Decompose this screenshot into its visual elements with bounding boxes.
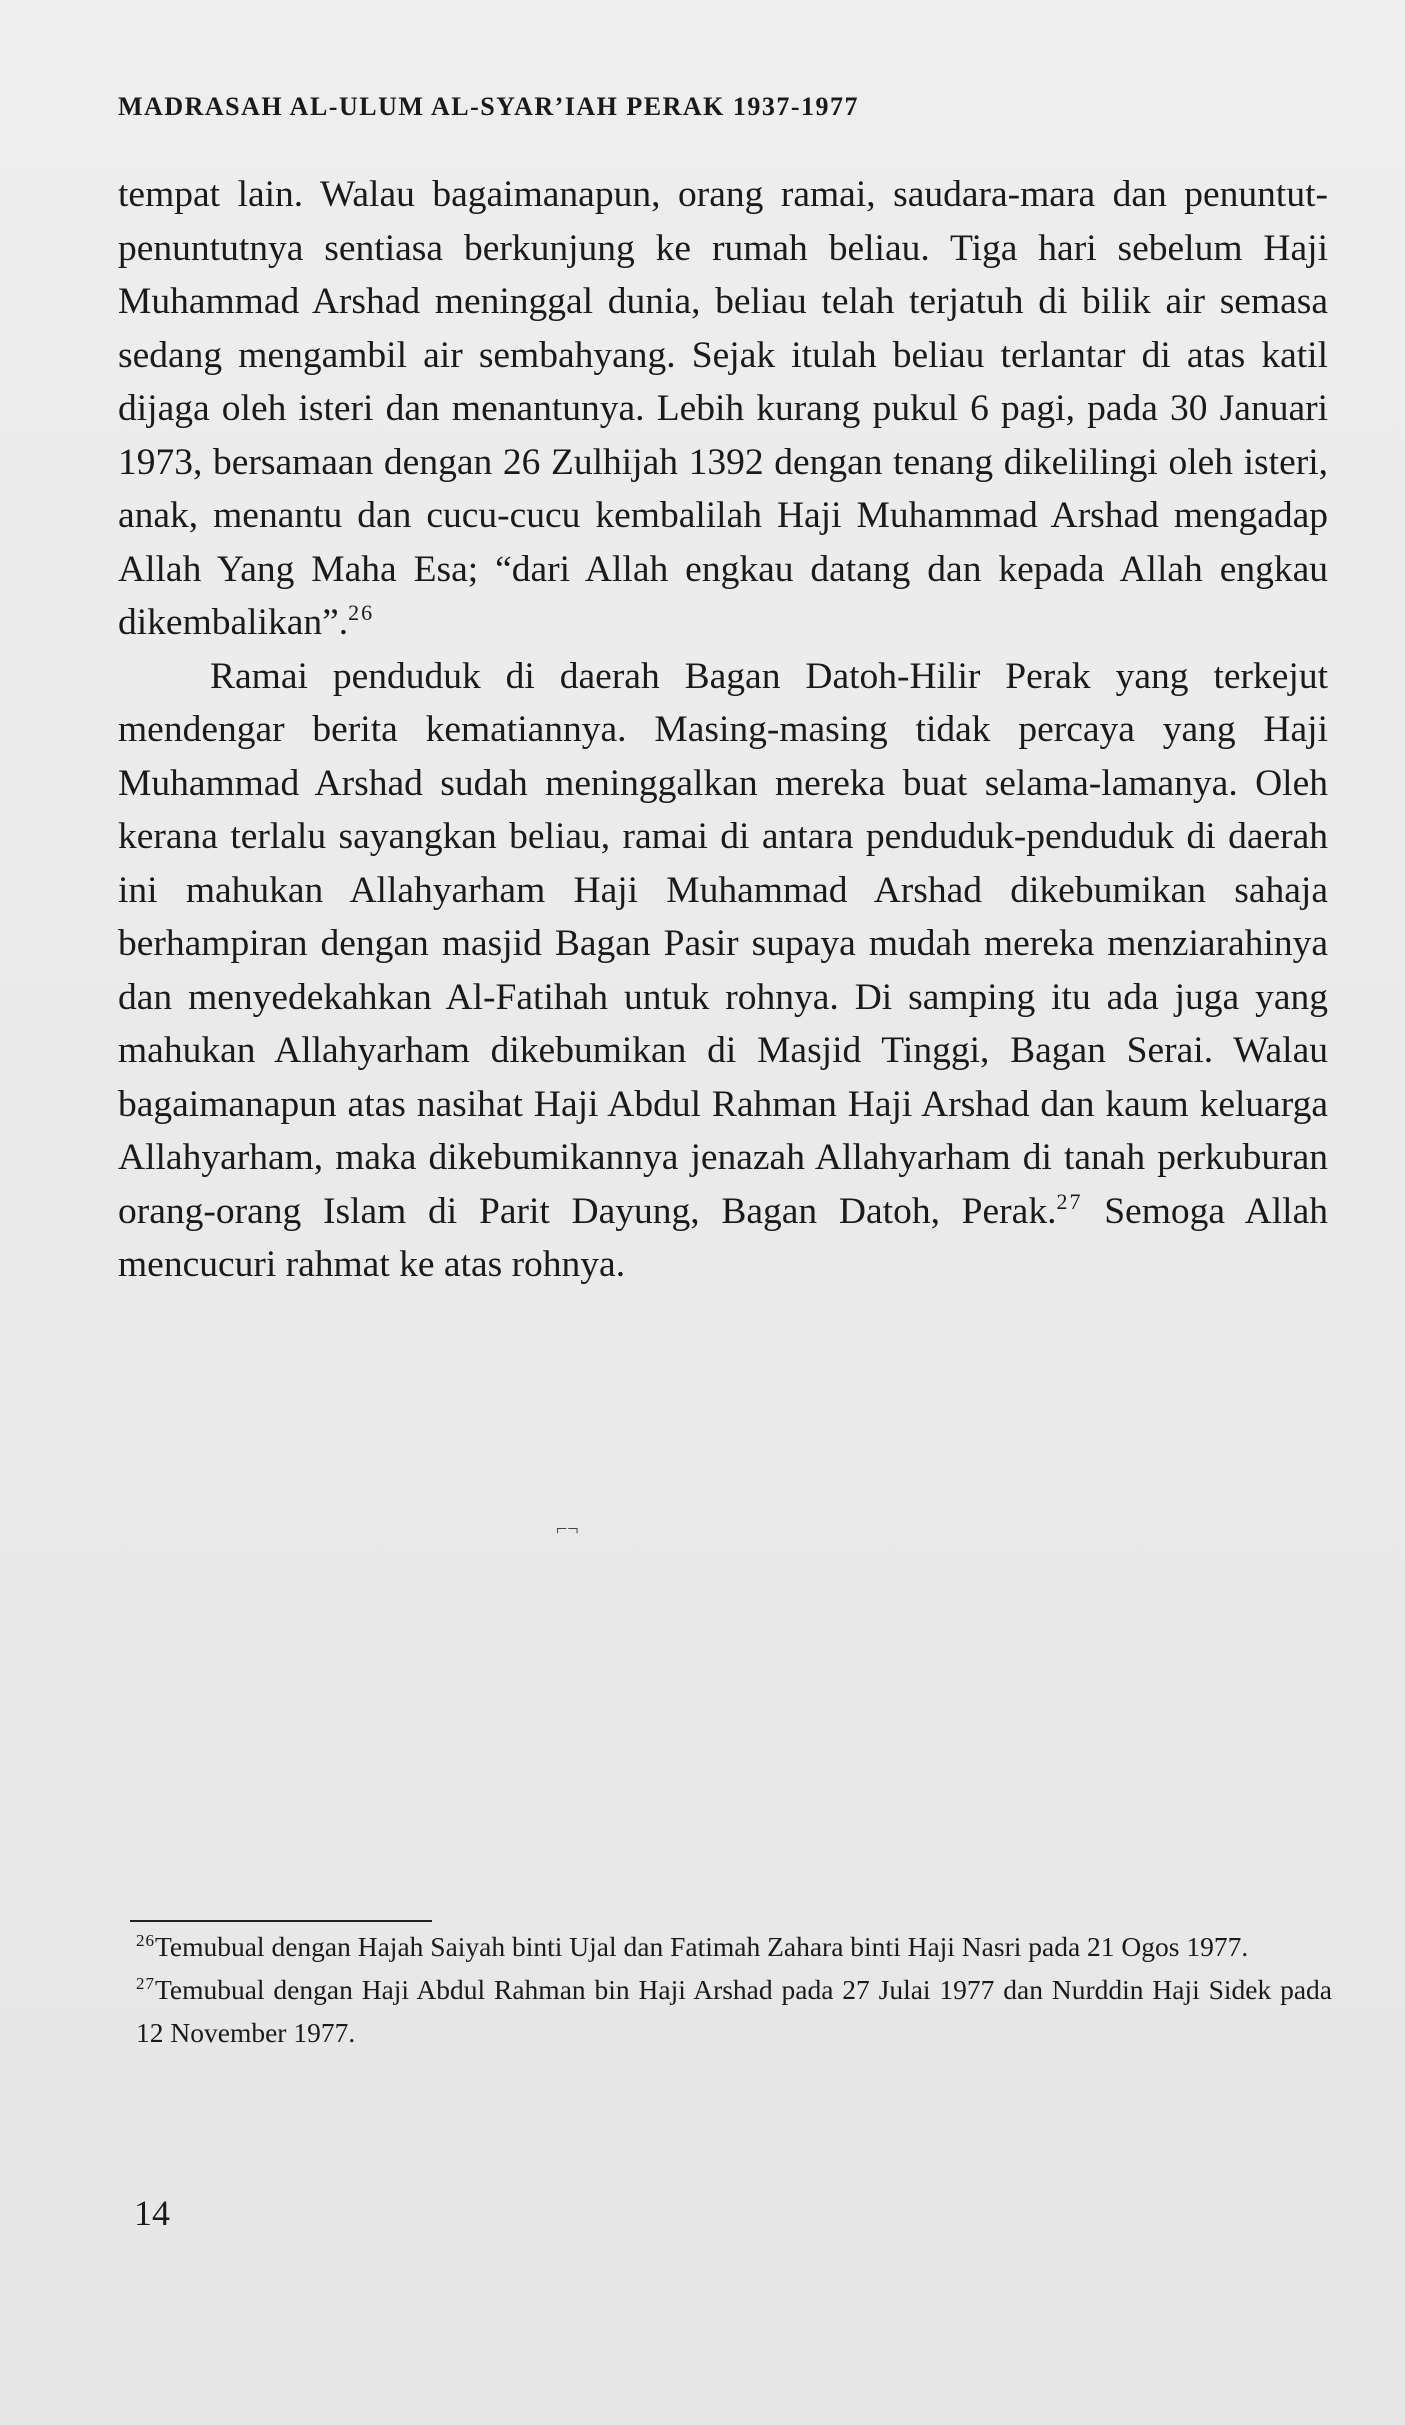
paragraph-2-text: Ramai penduduk di daerah Bagan Datoh-Hilir Perak yang terkejut mendengar berita kematiannya. Masing-masing tidak percaya yang Haji Muhammad Arshad sudah meninggalkan mereka buat selama-lamanya. Oleh kerana terlalu sayangkan beliau, ramai di antara penduduk-penduduk di daerah ini mahukan Allahyarham Haji Muhammad Arshad dikebumikan sahaja berhampiran dengan masjid Bagan Pasir supaya mudah mereka menziarahinya dan menyedekahkan Al-Fatihah untuk rohnya. Di samping itu ada juga yang mahukan Allahyarham dikebumikan di Masjid Tinggi, Bagan Serai. Walau bagaimanapun atas nasihat Haji Abdul Rahman Haji Arshad dan kaum keluarga Allahyarham, maka dikebumikannya jenazah Allahyarham di tanah perkuburan orang-orang Islam di Parit Dayung, Bagan Datoh, Perak. [118,655,1328,1232]
paragraph-1-text: tempat lain. Walau bagaimanapun, orang ramai, saudara-mara dan penuntut-penuntutnya sentiasa berkunjung ke rumah beliau. Tiga hari sebelum Haji Muhammad Arshad meninggal dunia, beliau telah terjatuh di bilik air semasa sedang mengambil air sembahyang. Sejak itulah beliau terlantar di atas katil dijaga oleh isteri dan menantunya. Lebih kurang pukul 6 pagi, pada 30 Januari 1973, bersamaan dengan 26 Zulhijah 1392 dengan tenang dikelilingi oleh isteri, anak, menantu dan cucu-cucu kembalilah Haji Muhammad Arshad mengadap Allah Yang Maha Esa; “dari Allah engkau datang dan kepada Allah engkau dikembalikan”. [118,174,1328,643]
footnote-27-ref: 27 [136,1974,155,1993]
body-text [118,168,1328,1292]
paragraph-2-closing: Semoga Allah mencucuri rahmat ke atas rohnya. [118,1190,1328,1285]
paragraph-2 [118,650,1328,1292]
page-number: 14 [134,2193,170,2233]
footnote-divider [130,1920,432,1922]
footnote-26-text: Temubual dengan Hajah Saiyah binti Ujal dan Fatimah Zahara binti Haji Nasri pada 21 Ogos 1977. [155,1931,1249,1962]
paragraph-1 [118,168,1328,650]
running-header: MADRASAH AL-ULUM AL-SYAR’IAH PERAK 1937-1977 [118,92,860,121]
section-break-mark: ⌐¬ [556,1518,579,1540]
footnote-27 [136,1968,1332,2054]
footnote-26 [136,1925,1332,1968]
footnote-27-text: Temubual dengan Haji Abdul Rahman bin Haji Arshad pada 27 Julai 1977 dan Nurddin Haji Sidek pada 12 November 1977. [136,1974,1332,2048]
footnotes [136,1925,1332,2054]
footnote-ref-27: 27 [1056,1188,1083,1214]
footnote-26-ref: 26 [136,1931,155,1950]
footnote-ref-26: 26 [348,600,375,625]
